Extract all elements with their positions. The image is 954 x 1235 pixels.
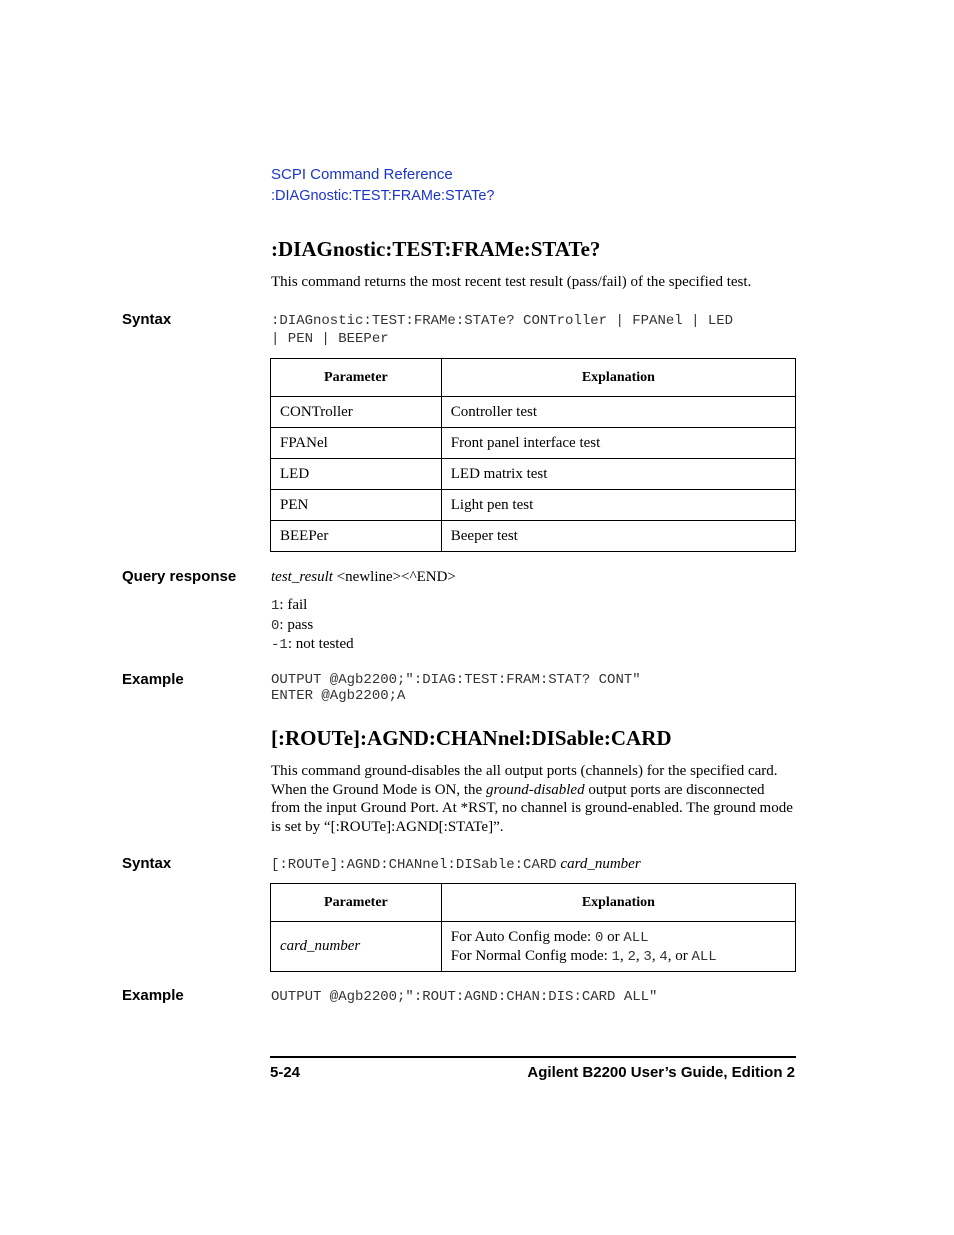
syntax-code: [271, 312, 733, 348]
response-item: [271, 616, 801, 636]
normal-config-line: [451, 947, 786, 966]
table-cell-parameter: LED: [271, 459, 442, 490]
config-separator: or: [603, 928, 624, 945]
table-cell-explanation: LED matrix test: [441, 459, 795, 490]
table-cell-parameter: FPANel: [271, 428, 442, 459]
section-description: This command returns the most recent test result (pass/fail) of the specified test.: [271, 274, 752, 290]
query-variable: test_result: [271, 569, 333, 585]
syntax-code: [:ROUTe]:AGND:CHANnel:DISable:CARD: [271, 857, 557, 873]
example-line: OUTPUT @Agb2200;":DIAG:TEST:FRAM:STAT? CONT": [271, 672, 641, 688]
table-header-cell: Explanation: [441, 884, 795, 922]
config-separator: ,: [620, 947, 628, 964]
footer-rule: [270, 1056, 796, 1058]
table-row: [271, 459, 796, 490]
table-row: [271, 922, 796, 972]
config-value: 4: [659, 948, 668, 965]
config-value: 3: [643, 948, 652, 965]
parameter-name: card_number: [280, 938, 361, 954]
parameter-table: [270, 883, 796, 972]
section-title: [:ROUTe]:AGND:CHANnel:DISable:CARD: [271, 726, 672, 750]
response-code: 1: [271, 598, 280, 614]
running-header-command: :DIAGnostic:TEST:FRAMe:STATe?: [271, 188, 495, 204]
config-value: ALL: [691, 948, 717, 965]
response-item: [271, 596, 801, 616]
config-value: 0: [594, 929, 604, 946]
response-text: : fail: [279, 597, 308, 613]
response-item: [271, 635, 801, 655]
table-cell-explanation: Front panel interface test: [441, 428, 795, 459]
syntax-line: | PEN | BEEPer: [271, 331, 389, 347]
syntax-line: :DIAGnostic:TEST:FRAMe:STATe? CONTroller | FPANel | LED: [271, 313, 734, 329]
config-value: 1: [611, 948, 621, 965]
guide-title: Agilent B2200 User’s Guide, Edition 2: [527, 1064, 795, 1081]
config-separator: , or: [667, 947, 692, 964]
syntax-line: [271, 855, 801, 875]
auto-config-line: [451, 928, 786, 947]
table-cell-explanation: Controller test: [441, 397, 795, 428]
query-terminator: <newline><^END>: [332, 569, 456, 585]
table-row: [271, 397, 796, 428]
table-cell-explanation: Light pen test: [441, 490, 795, 521]
table-row: [271, 521, 796, 552]
page-number: 5-24: [270, 1064, 301, 1081]
response-text: : not tested: [287, 636, 354, 652]
table-header-cell: Parameter: [271, 359, 442, 397]
config-label: For Normal Config mode:: [450, 947, 612, 964]
description-text: This command ground-disables the all output ports (channels) for the specified card. When the Ground Mode is ON, the: [271, 763, 778, 798]
table-header-row: [271, 359, 796, 397]
parameter-table: [270, 358, 796, 552]
description-emphasis: ground-disabled: [485, 781, 585, 798]
table-header-cell: Parameter: [271, 884, 442, 922]
config-label: For Auto Config mode:: [450, 928, 595, 945]
example-line: ENTER @Agb2200;A: [271, 688, 406, 704]
section-description: [271, 762, 797, 836]
table-cell-explanation: Beeper test: [441, 521, 795, 552]
example-code: OUTPUT @Agb2200;":ROUT:AGND:CHAN:DIS:CARD ALL": [271, 989, 658, 1005]
example-label: Example: [122, 671, 184, 688]
config-value: 2: [627, 948, 636, 965]
table-cell-parameter: BEEPer: [271, 521, 442, 552]
example-code: [271, 672, 641, 704]
description-text: output ports are disconnected from the input Ground Port. At *RST, no channel is ground-enabled. The ground mode is set by “[:ROUTe]:AGND[:STATe]”.: [271, 781, 793, 835]
table-cell-parameter: [271, 922, 442, 972]
syntax-label: Syntax: [122, 311, 172, 328]
config-separator: ,: [635, 947, 644, 964]
running-header-chapter: SCPI Command Reference: [271, 166, 453, 183]
table-cell-parameter: PEN: [271, 490, 442, 521]
query-response-label: Query response: [122, 568, 237, 585]
table-row: [271, 490, 796, 521]
response-text: : pass: [279, 616, 314, 633]
response-values: [271, 596, 801, 655]
section-title: :DIAGnostic:TEST:FRAMe:STATe?: [271, 237, 601, 261]
response-code: -1: [271, 637, 288, 653]
response-code: 0: [271, 617, 280, 634]
table-cell-explanation: [441, 922, 795, 972]
example-label: Example: [122, 987, 184, 1004]
query-response-format: [271, 568, 801, 587]
config-separator: ,: [651, 947, 660, 964]
syntax-variable: card_number: [560, 856, 641, 872]
table-header-cell: Explanation: [441, 359, 795, 397]
config-value: ALL: [623, 929, 649, 946]
syntax-label: Syntax: [122, 855, 172, 872]
table-row: [271, 428, 796, 459]
table-cell-parameter: CONTroller: [271, 397, 442, 428]
table-header-row: [271, 884, 796, 922]
